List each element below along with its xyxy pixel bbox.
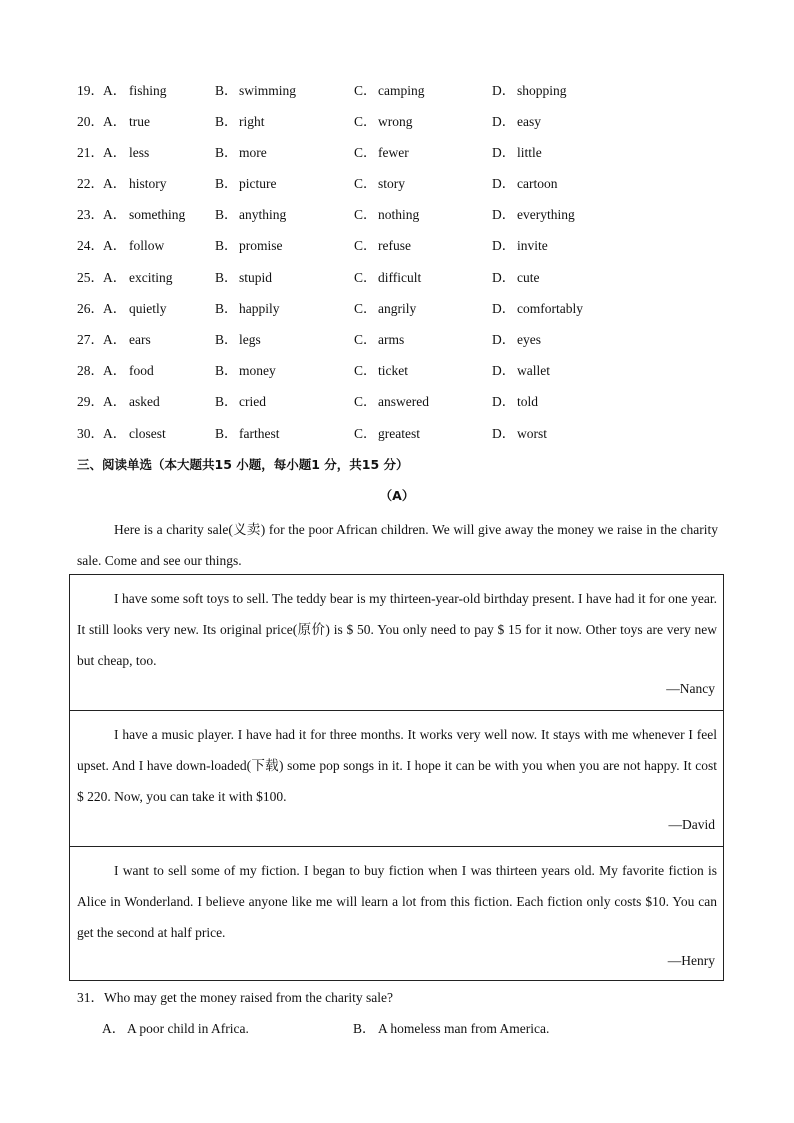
- option-row-27: [0, 329, 794, 351]
- option-row-21: [0, 142, 794, 164]
- option-label-c: C．: [354, 238, 377, 253]
- option-d: little: [517, 145, 542, 160]
- option-b: cried: [239, 394, 266, 409]
- option-a: asked: [129, 394, 160, 409]
- answer-label-a: A．: [102, 1021, 126, 1036]
- option-label-d: D．: [492, 332, 516, 347]
- option-label-b: B．: [215, 301, 238, 316]
- option-d: worst: [517, 426, 547, 441]
- question-number: 24．: [77, 238, 104, 253]
- option-a: exciting: [129, 270, 173, 285]
- option-label-a: A．: [103, 114, 127, 129]
- option-c: nothing: [378, 207, 420, 222]
- option-label-a: A．: [103, 301, 127, 316]
- option-row-30: [0, 423, 794, 445]
- option-d: easy: [517, 114, 541, 129]
- sale-item-signature: —Henry: [667, 953, 715, 968]
- option-label-c: C．: [354, 363, 377, 378]
- option-label-d: D．: [492, 238, 516, 253]
- option-c: refuse: [378, 238, 411, 253]
- option-row-22: [0, 173, 794, 195]
- option-d: invite: [517, 238, 548, 253]
- option-row-20: [0, 111, 794, 133]
- option-d: wallet: [517, 363, 550, 378]
- passage-label: （A）: [379, 488, 415, 503]
- option-label-a: A．: [103, 270, 127, 285]
- option-b: legs: [239, 332, 261, 347]
- option-label-a: A．: [103, 332, 127, 347]
- option-c: angrily: [378, 301, 417, 316]
- question-number: 25．: [77, 270, 104, 285]
- option-row-24: [0, 235, 794, 257]
- option-a: fishing: [129, 83, 167, 98]
- option-label-b: B．: [215, 363, 238, 378]
- option-b: farthest: [239, 426, 280, 441]
- option-label-b: B．: [215, 426, 238, 441]
- question-number: 30．: [77, 426, 104, 441]
- option-a: food: [129, 363, 154, 378]
- option-c: ticket: [378, 363, 408, 378]
- option-a: something: [129, 207, 186, 222]
- option-b: stupid: [239, 270, 273, 285]
- option-d: cute: [517, 270, 540, 285]
- option-c: greatest: [378, 426, 420, 441]
- question-number: 19．: [77, 83, 104, 98]
- section-heading: 三、阅读单选（本大题共15 小题，每小题1 分，共15 分）: [77, 457, 409, 472]
- sale-item-text: I have a music player. I have had it for three months. It works very well now. It stays with me whenever I feel upset. And I have down-loaded(下载) some pop songs in it. I hope it can be with you when you are not happy. It cost $ 220. Now, you can take it with $100.: [77, 727, 717, 804]
- option-label-a: A．: [103, 238, 127, 253]
- option-label-b: B．: [215, 332, 238, 347]
- option-b: right: [239, 114, 265, 129]
- option-label-c: C．: [354, 394, 377, 409]
- option-label-d: D．: [492, 394, 516, 409]
- option-label-d: D．: [492, 176, 516, 191]
- option-label-d: D．: [492, 114, 516, 129]
- passage-intro: Here is a charity sale(义卖) for the poor African children. We will give away the money we raise in the charity sale. Come and see our things.: [77, 522, 718, 568]
- option-label-b: B．: [215, 83, 238, 98]
- option-label-a: A．: [103, 363, 127, 378]
- option-d: shopping: [517, 83, 567, 98]
- option-row-19: [0, 80, 794, 102]
- option-label-b: B．: [215, 207, 238, 222]
- option-label-b: B．: [215, 114, 238, 129]
- option-row-28: [0, 360, 794, 382]
- option-label-a: A．: [103, 176, 127, 191]
- answer-label-b: B．: [353, 1021, 376, 1036]
- option-a: quietly: [129, 301, 167, 316]
- option-a: less: [129, 145, 150, 160]
- answer-a: A poor child in Africa.: [127, 1021, 249, 1036]
- option-label-a: A．: [103, 426, 127, 441]
- option-d: comfortably: [517, 301, 583, 316]
- answer-b: A homeless man from America.: [378, 1021, 550, 1036]
- option-c: answered: [378, 394, 429, 409]
- option-label-c: C．: [354, 426, 377, 441]
- option-c: story: [378, 176, 405, 191]
- option-label-d: D．: [492, 270, 516, 285]
- option-label-c: C．: [354, 301, 377, 316]
- option-label-d: D．: [492, 301, 516, 316]
- option-label-c: C．: [354, 270, 377, 285]
- question-number: 29．: [77, 394, 104, 409]
- option-label-d: D．: [492, 83, 516, 98]
- option-label-a: A．: [103, 83, 127, 98]
- sale-item-signature: —David: [668, 817, 715, 832]
- question-number: 20．: [77, 114, 104, 129]
- option-a: closest: [129, 426, 166, 441]
- option-b: more: [239, 145, 267, 160]
- option-b: happily: [239, 301, 280, 316]
- option-b: picture: [239, 176, 277, 191]
- sale-item-text: I have some soft toys to sell. The teddy bear is my thirteen-year-old birthday present. I have had it for one year. It still looks very new. Its original price(原价) is $ 50. You only need to pay $ 15 for it now. Other toys are very new but cheap, too.: [77, 591, 717, 668]
- option-label-b: B．: [215, 394, 238, 409]
- option-label-d: D．: [492, 207, 516, 222]
- option-label-d: D．: [492, 363, 516, 378]
- option-a: follow: [129, 238, 165, 253]
- option-d: eyes: [517, 332, 541, 347]
- option-label-a: A．: [103, 394, 127, 409]
- option-a: true: [129, 114, 150, 129]
- option-a: history: [129, 176, 167, 191]
- sale-item-text: I want to sell some of my fiction. I began to buy fiction when I was thirteen years old. My favorite fiction is Alice in Wonderland. I believe anyone like me will learn a lot from this fiction. Each fiction only costs $10. You can get the second at half price.: [77, 863, 717, 940]
- option-c: wrong: [378, 114, 413, 129]
- option-a: ears: [129, 332, 151, 347]
- option-label-b: B．: [215, 238, 238, 253]
- question-number: 21．: [77, 145, 104, 160]
- option-label-d: D．: [492, 145, 516, 160]
- option-b: anything: [239, 207, 287, 222]
- option-b: promise: [239, 238, 283, 253]
- option-label-c: C．: [354, 207, 377, 222]
- option-row-25: [0, 267, 794, 289]
- sale-item-box: [69, 574, 724, 711]
- option-label-a: A．: [103, 145, 127, 160]
- option-b: swimming: [239, 83, 297, 98]
- option-row-26: [0, 298, 794, 320]
- option-label-c: C．: [354, 83, 377, 98]
- option-row-23: [0, 204, 794, 226]
- option-label-c: C．: [354, 114, 377, 129]
- question-31: 31．Who may get the money raised from the charity sale?: [77, 990, 394, 1005]
- question-number: 27．: [77, 332, 104, 347]
- question-number: 26．: [77, 301, 104, 316]
- sale-item-box: [69, 710, 724, 847]
- option-d: everything: [517, 207, 575, 222]
- option-c: fewer: [378, 145, 409, 160]
- option-label-b: B．: [215, 145, 238, 160]
- question-number: 22．: [77, 176, 104, 191]
- option-label-b: B．: [215, 270, 238, 285]
- option-label-b: B．: [215, 176, 238, 191]
- option-label-c: C．: [354, 332, 377, 347]
- option-label-c: C．: [354, 145, 377, 160]
- option-label-c: C．: [354, 176, 377, 191]
- option-c: difficult: [378, 270, 422, 285]
- option-b: money: [239, 363, 276, 378]
- option-label-a: A．: [103, 207, 127, 222]
- option-label-d: D．: [492, 426, 516, 441]
- option-c: arms: [378, 332, 405, 347]
- sale-item-signature: —Nancy: [666, 681, 715, 696]
- option-d: cartoon: [517, 176, 558, 191]
- sale-item-box: [69, 846, 724, 981]
- question-number: 28．: [77, 363, 104, 378]
- option-d: told: [517, 394, 539, 409]
- option-row-29: [0, 391, 794, 413]
- question-number: 23．: [77, 207, 104, 222]
- option-c: camping: [378, 83, 425, 98]
